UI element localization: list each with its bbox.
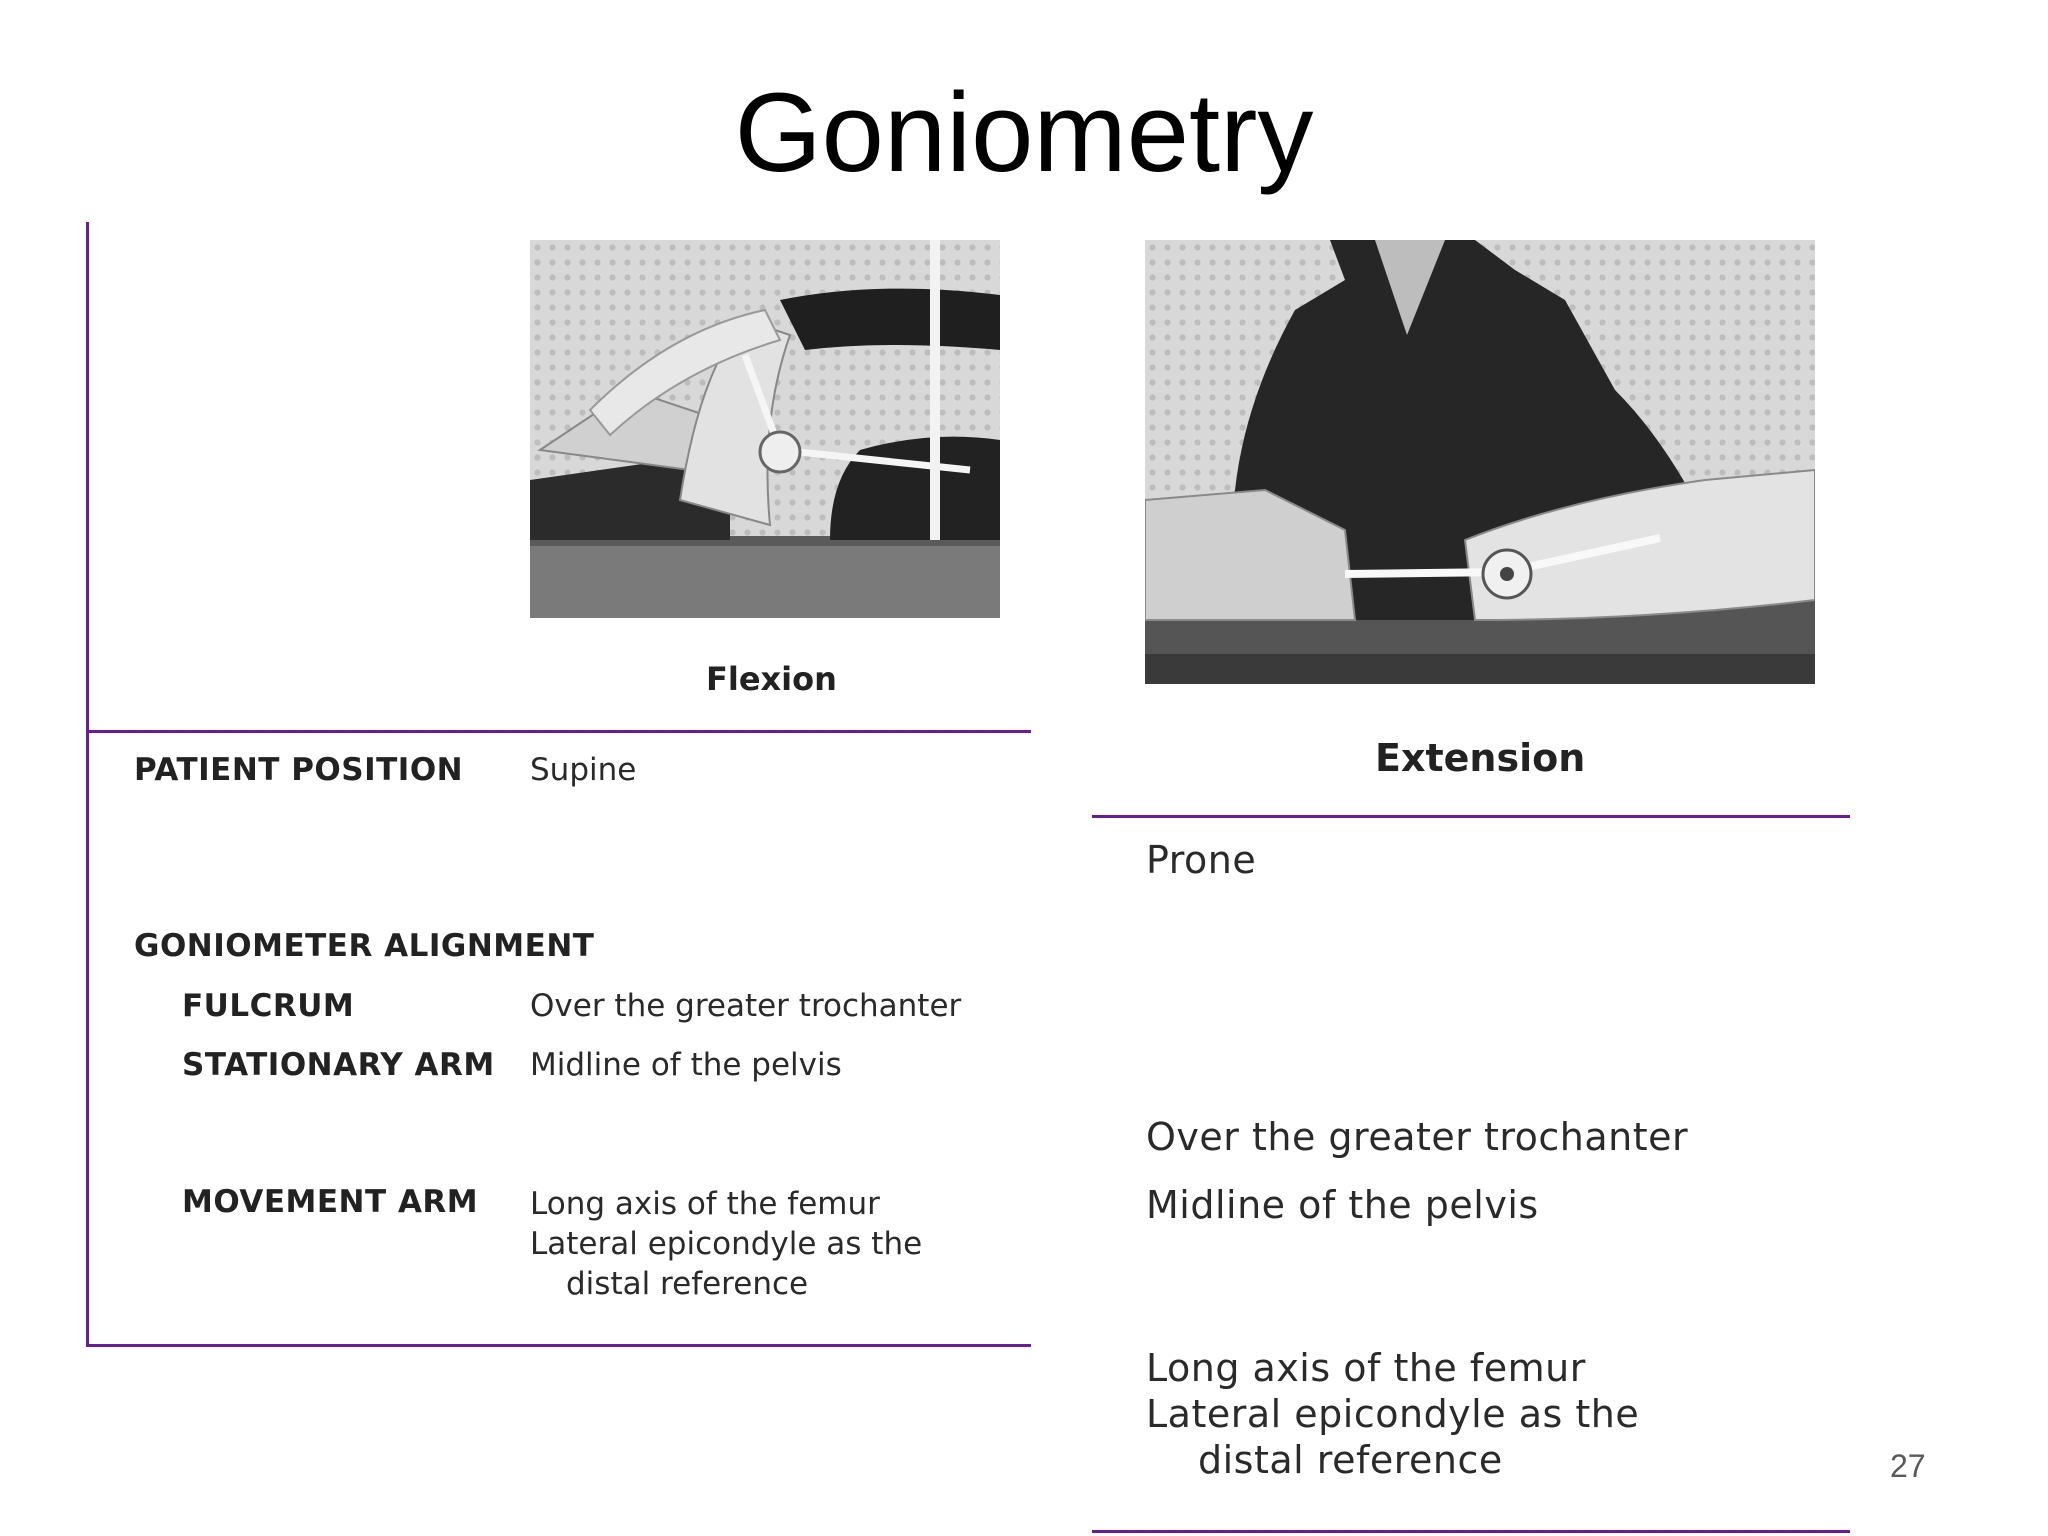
extension-photo <box>1145 240 1815 684</box>
extension-stationary-arm-value: Midline of the pelvis <box>1146 1183 1539 1227</box>
extension-movement-arm-line-2: Lateral epicondyle as the <box>1146 1392 1640 1436</box>
left-top-rule <box>86 730 1031 733</box>
flexion-caption: Flexion <box>706 660 837 698</box>
left-bottom-rule <box>86 1344 1031 1347</box>
extension-patient-position-value: Prone <box>1146 838 1257 882</box>
right-top-rule <box>1092 815 1850 818</box>
right-bottom-rule <box>1092 1530 1850 1533</box>
flexion-stationary-arm-value: Midline of the pelvis <box>530 1047 842 1083</box>
extension-movement-arm-value <box>1146 1345 1639 1483</box>
extension-caption: Extension <box>1375 736 1586 780</box>
flexion-movement-arm-line-3: distal reference <box>566 1266 809 1302</box>
flexion-movement-arm-line-2: Lateral epicondyle as the <box>530 1226 923 1262</box>
page-number: 27 <box>1890 1448 1926 1484</box>
patient-position-label: PATIENT POSITION <box>134 752 464 788</box>
slide-title: Goniometry <box>734 70 1314 195</box>
flexion-patient-position-value: Supine <box>530 752 637 788</box>
extension-movement-arm-line-1: Long axis of the femur <box>1146 1346 1586 1390</box>
stationary-arm-label: STATIONARY ARM <box>182 1047 495 1083</box>
left-vertical-rule <box>86 222 89 1346</box>
movement-arm-label: MOVEMENT ARM <box>182 1184 479 1220</box>
extension-movement-arm-line-3: distal reference <box>1198 1438 1503 1482</box>
flexion-photo <box>530 240 1000 618</box>
flexion-movement-arm-value <box>530 1184 922 1304</box>
fulcrum-label: FULCRUM <box>182 988 355 1024</box>
goniometer-alignment-label: GONIOMETER ALIGNMENT <box>134 928 595 964</box>
extension-fulcrum-value: Over the greater trochanter <box>1146 1115 1689 1159</box>
flexion-movement-arm-line-1: Long axis of the femur <box>530 1186 880 1222</box>
flexion-fulcrum-value: Over the greater trochanter <box>530 988 962 1024</box>
